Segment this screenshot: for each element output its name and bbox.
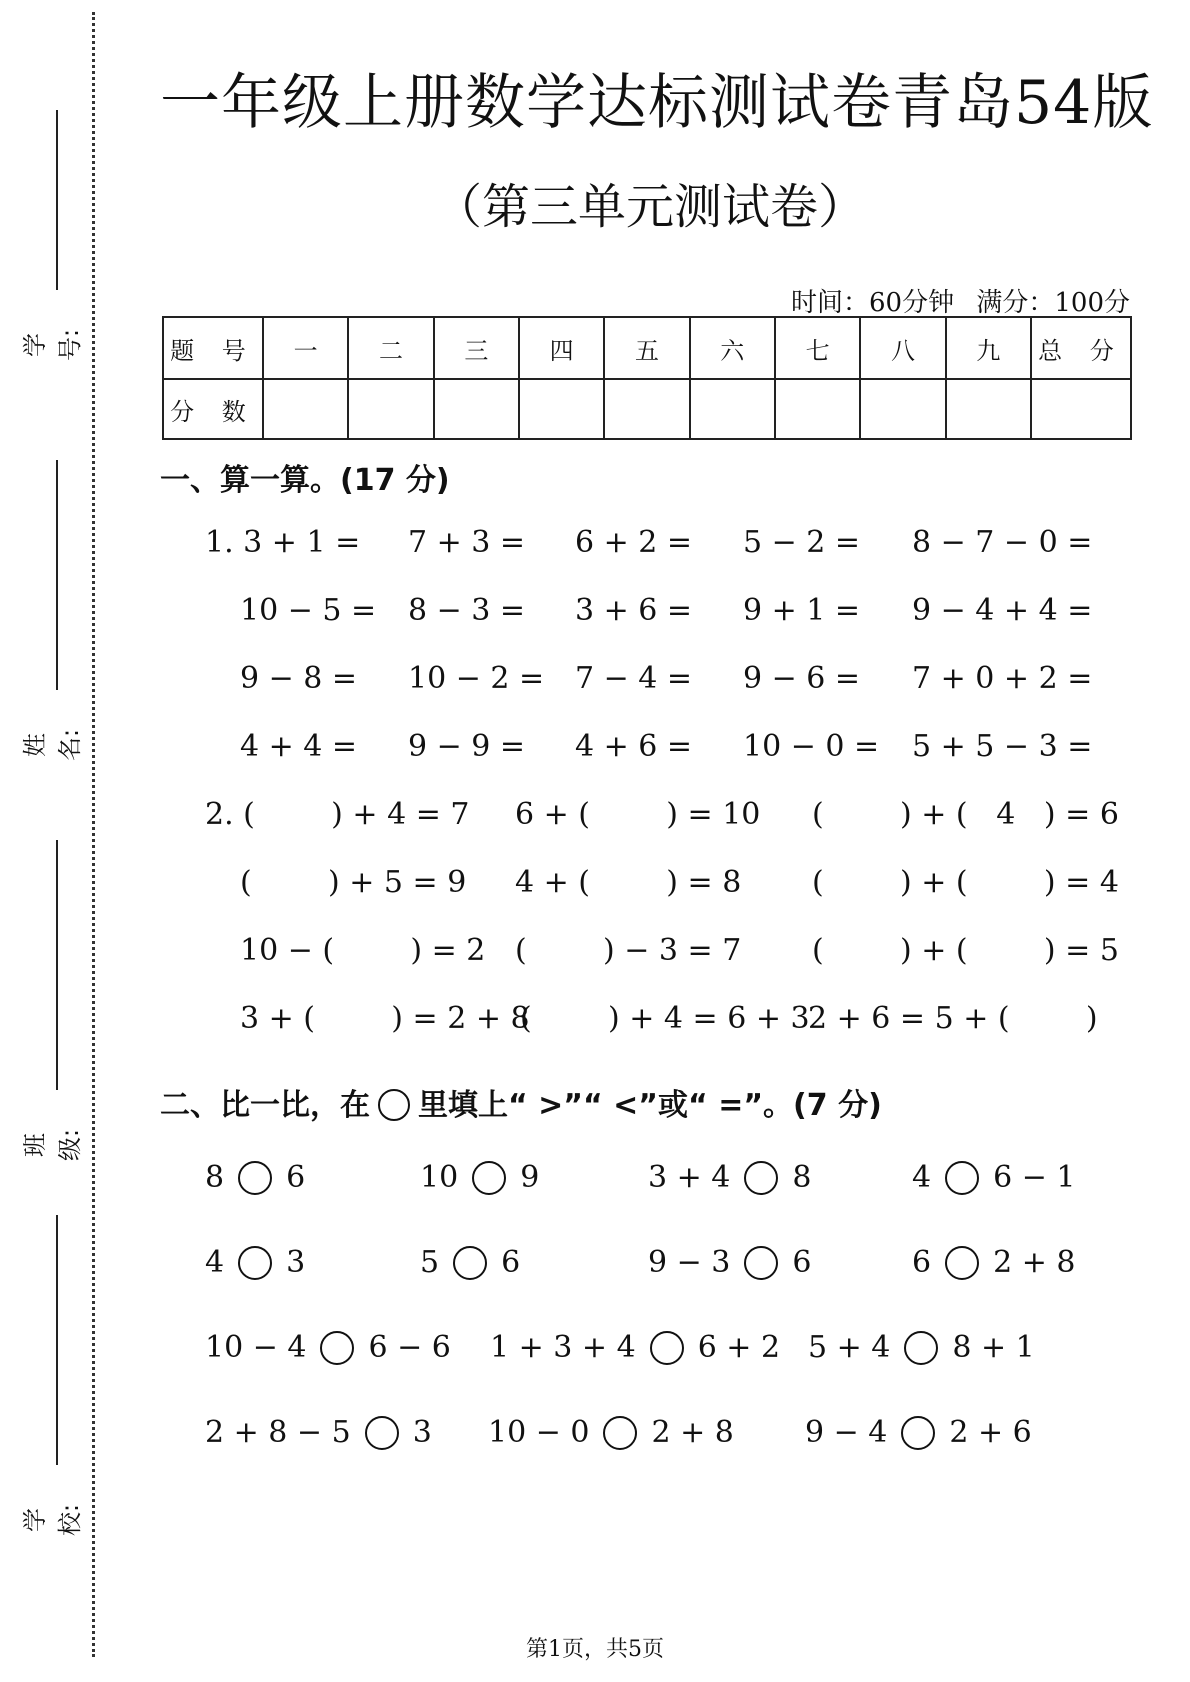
fill-row [0, 865, 1190, 905]
problem: 1. 3 + 1 = [205, 525, 361, 560]
compare-right: 8 [792, 1160, 812, 1195]
full-score: 满分：100分 [976, 288, 1130, 318]
compare-left: 6 [912, 1245, 932, 1280]
student-id-field [0, 110, 120, 362]
problem: 4 + 6 = [575, 729, 693, 764]
fill-problem[interactable]: 6 + ( ) = 10 [515, 797, 761, 832]
compare-item [488, 1415, 734, 1450]
compare-left: 4 [912, 1160, 932, 1195]
name-label: 姓名: [21, 728, 84, 762]
score-cell[interactable] [519, 379, 604, 439]
fill-problem[interactable]: ( ) + ( ) = 5 [812, 933, 1119, 968]
name-line[interactable] [56, 460, 58, 690]
answer-circle[interactable] [945, 1161, 979, 1195]
answer-circle[interactable] [901, 1416, 935, 1450]
section-2-title [160, 1080, 882, 1124]
problem: 9 − 6 = [743, 661, 861, 696]
score-cell[interactable] [348, 379, 433, 439]
compare-left: 10 − 4 [205, 1330, 307, 1365]
calc-row [0, 593, 1190, 633]
problem: 9 − 9 = [408, 729, 526, 764]
table-cell: 五 [604, 317, 689, 379]
compare-row [0, 1415, 1190, 1459]
compare-right: 6 − 1 [993, 1160, 1076, 1195]
compare-item [912, 1245, 1075, 1280]
fill-problem[interactable]: ( ) + ( 4 ) = 6 [812, 797, 1119, 832]
fill-row [0, 797, 1190, 837]
fill-row [0, 1001, 1190, 1041]
fill-problem[interactable]: ( ) + 4 = 6 + 3 [520, 1001, 810, 1036]
answer-circle[interactable] [945, 1246, 979, 1280]
fill-problem[interactable]: ( ) − 3 = 7 [515, 933, 742, 968]
table-cell: 九 [946, 317, 1031, 379]
answer-circle[interactable] [650, 1331, 684, 1365]
score-table-score-row [163, 379, 1131, 439]
compare-item [205, 1415, 432, 1450]
section-2-title-post: 里填上“ >”“ <”或“ =”。(7 分) [418, 1088, 882, 1123]
problem: 10 − 0 = [743, 729, 880, 764]
compare-right: 6 [286, 1160, 306, 1195]
exam-meta [777, 282, 1130, 319]
compare-right: 6 [792, 1245, 812, 1280]
compare-row [0, 1330, 1190, 1374]
answer-circle[interactable] [320, 1331, 354, 1365]
compare-right: 2 + 6 [949, 1415, 1032, 1450]
compare-left: 2 + 8 − 5 [205, 1415, 351, 1450]
answer-circle[interactable] [472, 1161, 506, 1195]
compare-item [205, 1245, 305, 1280]
problem: 7 + 0 + 2 = [912, 661, 1093, 696]
fill-problem[interactable]: 3 + ( ) = 2 + 8 [240, 1001, 530, 1036]
problem: 9 + 1 = [743, 593, 861, 628]
calc-row [0, 661, 1190, 701]
table-cell: 一 [263, 317, 348, 379]
score-table [162, 316, 1132, 440]
fill-problem[interactable]: ( ) + ( ) = 4 [812, 865, 1119, 900]
answer-circle[interactable] [453, 1246, 487, 1280]
compare-right: 8 + 1 [952, 1330, 1035, 1365]
fill-problem[interactable]: 2. ( ) + 4 = 7 [205, 797, 470, 832]
compare-left: 1 + 3 + 4 [490, 1330, 636, 1365]
school-label: 学校: [21, 1503, 84, 1537]
section-1-title: 一、算一算。(17 分) [160, 463, 450, 498]
table-cell: 总 分 [1031, 317, 1131, 379]
table-cell: 题 号 [163, 317, 263, 379]
answer-circle[interactable] [744, 1161, 778, 1195]
answer-circle[interactable] [238, 1161, 272, 1195]
problem: 9 − 8 = [240, 661, 358, 696]
table-cell: 七 [775, 317, 860, 379]
problem: 7 − 4 = [575, 661, 693, 696]
fill-problem[interactable]: 4 + ( ) = 8 [515, 865, 742, 900]
score-cell[interactable] [1031, 379, 1131, 439]
compare-left: 5 + 4 [808, 1330, 891, 1365]
problem: 5 + 5 − 3 = [912, 729, 1093, 764]
compare-item [205, 1160, 305, 1195]
table-cell: 分 数 [163, 379, 263, 439]
compare-left: 4 [205, 1245, 225, 1280]
compare-left: 9 − 4 [805, 1415, 888, 1450]
compare-right: 6 + 2 [697, 1330, 781, 1365]
compare-item [648, 1160, 811, 1195]
problem: 8 − 7 − 0 = [912, 525, 1093, 560]
problem: 10 − 5 = [240, 593, 377, 628]
compare-right: 3 [412, 1415, 432, 1450]
problem: 10 − 2 = [408, 661, 545, 696]
compare-left: 8 [205, 1160, 225, 1195]
score-cell[interactable] [263, 379, 348, 439]
fill-row [0, 933, 1190, 973]
answer-circle[interactable] [904, 1331, 938, 1365]
compare-right: 9 [520, 1160, 540, 1195]
compare-right: 6 − 6 [368, 1330, 451, 1365]
compare-item [648, 1245, 811, 1280]
problem: 3 + 6 = [575, 593, 693, 628]
page-title: 一年级上册数学达标测试卷青岛54版 [160, 68, 1154, 138]
compare-item [805, 1415, 1032, 1450]
table-cell: 二 [348, 317, 433, 379]
problem: 5 − 2 = [743, 525, 861, 560]
section-2-title-pre: 二、比一比，在 [160, 1088, 370, 1123]
compare-left: 10 − 0 [488, 1415, 590, 1450]
compare-row [0, 1245, 1190, 1289]
compare-right: 3 [286, 1245, 306, 1280]
class-label: 班级: [21, 1128, 84, 1162]
time-limit: 时间：60分钟 [791, 288, 955, 318]
page-number: 第1页，共5页 [526, 1637, 664, 1662]
compare-right: 2 + 8 [651, 1415, 734, 1450]
compare-item [420, 1245, 520, 1280]
fill-problem[interactable]: 2 + 6 = 5 + ( ) [808, 1001, 1098, 1036]
problem: 9 − 4 + 4 = [912, 593, 1093, 628]
compare-item [808, 1330, 1035, 1365]
circle-icon [378, 1089, 410, 1121]
page-subtitle: （第三单元测试卷） [433, 179, 866, 235]
problem: 7 + 3 = [408, 525, 526, 560]
score-table-header-row [163, 317, 1131, 379]
student-id-label: 学号: [21, 328, 84, 362]
compare-right: 6 [501, 1245, 521, 1280]
score-cell[interactable] [604, 379, 689, 439]
table-cell: 四 [519, 317, 604, 379]
compare-item [420, 1160, 539, 1195]
compare-left: 5 [420, 1245, 440, 1280]
problem: 6 + 2 = [575, 525, 693, 560]
score-cell[interactable] [946, 379, 1031, 439]
answer-circle[interactable] [365, 1416, 399, 1450]
score-cell[interactable] [690, 379, 775, 439]
fill-problem[interactable]: 10 − ( ) = 2 [240, 933, 486, 968]
compare-left: 3 + 4 [648, 1160, 731, 1195]
compare-item [912, 1160, 1075, 1195]
compare-left: 9 − 3 [648, 1245, 731, 1280]
score-cell[interactable] [775, 379, 860, 439]
calc-row [0, 729, 1190, 769]
answer-circle[interactable] [603, 1416, 637, 1450]
problem: 4 + 4 = [240, 729, 358, 764]
compare-right: 2 + 8 [993, 1245, 1076, 1280]
score-cell[interactable] [434, 379, 519, 439]
answer-circle[interactable] [744, 1246, 778, 1280]
problem: 8 − 3 = [408, 593, 526, 628]
compare-item [205, 1330, 451, 1365]
table-cell: 六 [690, 317, 775, 379]
compare-row [0, 1160, 1190, 1204]
table-cell: 八 [860, 317, 945, 379]
compare-left: 10 [420, 1160, 459, 1195]
fill-problem[interactable]: ( ) + 5 = 9 [240, 865, 467, 900]
answer-circle[interactable] [238, 1246, 272, 1280]
score-cell[interactable] [860, 379, 945, 439]
student-id-line[interactable] [56, 110, 58, 290]
calc-row [0, 525, 1190, 565]
compare-item [490, 1330, 780, 1365]
table-cell: 三 [434, 317, 519, 379]
